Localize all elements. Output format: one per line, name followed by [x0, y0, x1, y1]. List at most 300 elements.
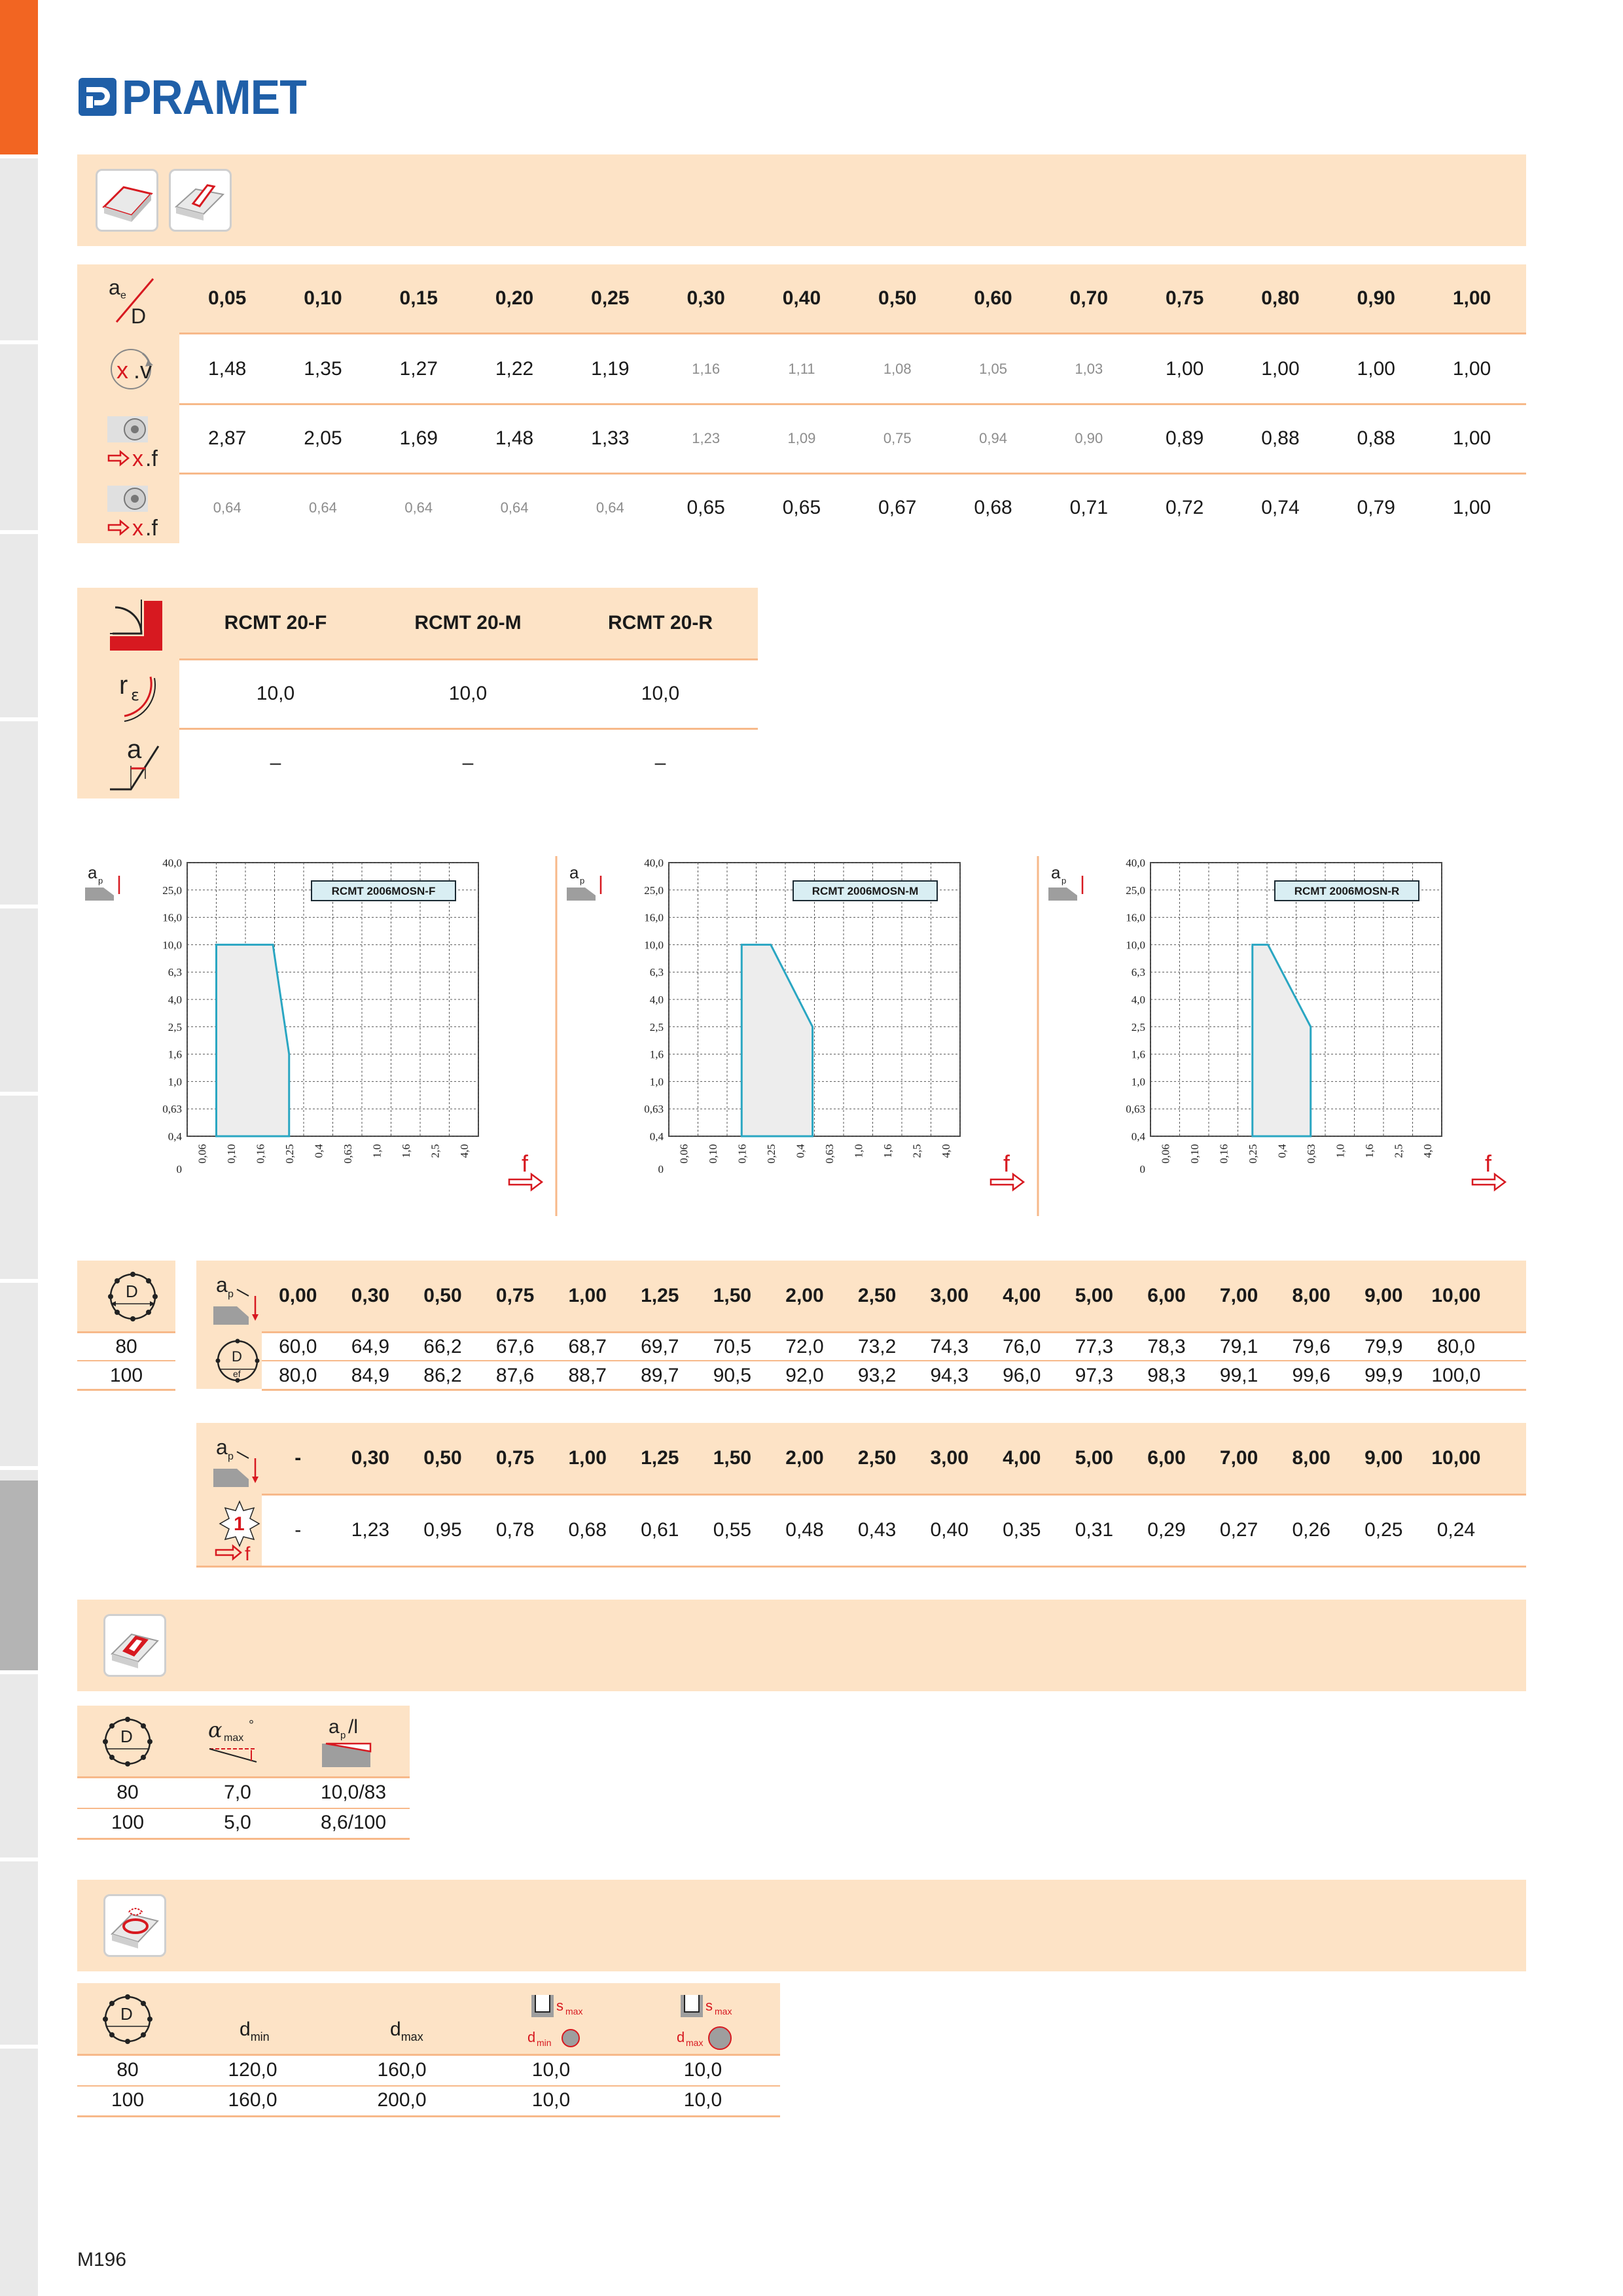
chart-y-tick-label: 10,0 [162, 939, 182, 952]
chart-y-tick-label: 0,4 [1131, 1130, 1145, 1143]
coefficient-value: 0,68 [974, 497, 1012, 518]
chart-y-tick-label: 0,63 [644, 1103, 664, 1116]
effective-diameter-value: 99,6 [1292, 1365, 1330, 1386]
svg-text:D: D [131, 304, 147, 327]
ae-d-column-header: 0,90 [1357, 287, 1395, 309]
chart-x-tick-label: 1,6 [399, 1144, 412, 1158]
coefficient-value: 2,05 [304, 427, 342, 449]
ramping-value: 100 [111, 1812, 145, 1833]
svg-text:.f: .f [145, 446, 158, 469]
feed-per-tooth-icon [213, 1499, 266, 1562]
effective-diameter-value: 89,7 [641, 1365, 679, 1386]
effective-diameter-value: 84,9 [351, 1365, 390, 1386]
side-tab-divider [0, 1279, 38, 1283]
ap-column-header: 0,50 [423, 1447, 462, 1469]
ramp-depth-length-icon [318, 1713, 397, 1772]
corner-radius-profile-icon [105, 594, 168, 653]
feed-factor-value: 0,68 [568, 1519, 607, 1541]
coefficient-value: 0,67 [878, 497, 917, 518]
chart-x-tick-label: 4,0 [457, 1144, 471, 1158]
ae-d-column-header: 0,60 [974, 287, 1012, 309]
chart-x-tick-label: 0,25 [283, 1144, 296, 1164]
svg-text:ef: ef [233, 1369, 241, 1379]
feed-factor-value: 0,55 [713, 1519, 752, 1541]
svg-text:x: x [132, 446, 143, 469]
insert-type-header: RCMT 20-M [414, 612, 522, 634]
effective-diameter-value: 74,3 [930, 1336, 969, 1357]
ramping-value: 7,0 [224, 1782, 251, 1803]
ap-column-header: 0,30 [351, 1447, 390, 1469]
chart-x-tick-label: 0,16 [1217, 1144, 1230, 1164]
chart-x-tick-label: 1,0 [370, 1144, 383, 1158]
ae-d-column-header: 0,05 [207, 287, 247, 309]
ramping-value: 8,6/100 [320, 1812, 387, 1833]
effective-diameter-value: 80,0 [279, 1365, 317, 1386]
coefficient-value: 0,79 [1357, 497, 1395, 518]
coefficient-value: 0,72 [1165, 497, 1204, 518]
chart-y-tick-label: 1,0 [168, 1075, 182, 1088]
chart-y-tick-label: 40,0 [162, 857, 182, 869]
chart-title: RCMT 2006MOSN-F [331, 885, 436, 897]
chart-x-tick-label: 2,5 [429, 1144, 442, 1158]
ae-d-column-header: 0,10 [304, 287, 342, 309]
dmax-header: $d_{max}$ [390, 2018, 423, 2043]
effective-diameter-value: 87,6 [495, 1365, 535, 1386]
ap-column-header: 1,00 [568, 1285, 607, 1306]
side-tab-active [0, 0, 38, 154]
ap-column-header: 1,50 [713, 1447, 752, 1469]
svg-text:d: d [677, 2029, 685, 2045]
shoulder-milling-icon [169, 169, 232, 232]
corner-radius-icon [105, 665, 168, 724]
helical-value: 160,0 [228, 2089, 277, 2111]
coefficient-value: 1,09 [787, 430, 816, 446]
chart-x-tick-label: 0,16 [254, 1144, 267, 1164]
section-band-helical [77, 1880, 1526, 1971]
coefficient-value: 1,08 [883, 361, 912, 377]
helical-value: 120,0 [228, 2059, 277, 2081]
ae-d-column-header: 0,50 [878, 287, 917, 309]
ap-icon-sub: p [98, 876, 103, 886]
chart-x-tick-label: 0,06 [1159, 1144, 1172, 1164]
svg-text:D: D [120, 1727, 133, 1746]
ae-d-column-header: 0,25 [591, 287, 630, 309]
row-divider [77, 2115, 780, 2117]
ap-column-header: 7,00 [1219, 1447, 1258, 1469]
geometry-value: 10,0 [448, 683, 488, 704]
ap-column-header: - [294, 1447, 302, 1469]
ap-column-header: 10,00 [1431, 1447, 1481, 1469]
chart-y-tick-label: 16,0 [162, 911, 182, 924]
row-divider [77, 1838, 410, 1840]
feed-axis-label: f [521, 1150, 529, 1177]
ae-d-column-header: 0,75 [1165, 287, 1204, 309]
pramet-logo [77, 69, 322, 124]
effective-diameter-value: 94,3 [930, 1365, 969, 1386]
effective-diameter-value: 96,0 [1003, 1365, 1041, 1386]
diameter-icon-3 [98, 1990, 157, 2049]
ap-column-header: 0,75 [495, 1447, 535, 1469]
chart-x-tick-label: 0,4 [1275, 1144, 1289, 1158]
svg-text:x: x [116, 357, 128, 384]
feed-axis-label: f [1003, 1150, 1010, 1177]
helical-value: 200,0 [377, 2089, 427, 2111]
geometry-value: 10,0 [256, 683, 295, 704]
svg-text:a: a [127, 735, 142, 764]
chart-x-tick-label: 0,16 [736, 1144, 749, 1164]
svg-text:D: D [232, 1348, 242, 1365]
helical-value: 160,0 [377, 2059, 427, 2081]
ramp-angle-icon [203, 1713, 275, 1772]
svg-text:1: 1 [234, 1513, 245, 1535]
coefficient-value: 1,48 [495, 427, 534, 449]
effective-diameter-value: 79,9 [1364, 1336, 1403, 1357]
chart-x-tick-label: 1,0 [852, 1144, 865, 1158]
row-divider [77, 1360, 175, 1361]
ap-column-header: 9,00 [1364, 1447, 1403, 1469]
pramet-logo-icon [77, 77, 118, 117]
chart-y-tick-label: 2,5 [168, 1020, 182, 1033]
chart-y-tick-label: 16,0 [644, 911, 664, 924]
chart-y-tick-label: 1,0 [649, 1075, 664, 1088]
insert-type-header: RCMT 20-F [224, 612, 327, 634]
diameter-icon [103, 1267, 162, 1326]
effective-diameter-value: 90,5 [713, 1365, 752, 1386]
coefficient-value: 1,05 [979, 361, 1007, 377]
ap-icon-label: a [569, 863, 579, 882]
side-tab-divider [0, 1092, 38, 1096]
coefficient-value: 0,64 [596, 499, 624, 516]
ap-column-header: 2,00 [785, 1447, 824, 1469]
ap-column-header: 1,25 [641, 1447, 679, 1469]
svg-text:p: p [228, 1451, 234, 1462]
chart-x-tick-label: 0,10 [706, 1144, 719, 1164]
feed-factor-value: 0,26 [1292, 1519, 1330, 1541]
svg-text:max: max [224, 1732, 244, 1744]
coefficient-value: 0,88 [1357, 427, 1395, 449]
effective-diameter-value: 100,0 [1431, 1365, 1481, 1386]
chart-y-tick-label: 1,6 [1131, 1048, 1145, 1061]
insert-geometry-table [77, 588, 758, 797]
svg-text:max: max [565, 2006, 583, 2017]
coefficient-value: 1,00 [1261, 358, 1300, 380]
chart-y-tick-label: 2,5 [1131, 1020, 1145, 1033]
svg-text:a: a [109, 276, 120, 299]
chart-x-tick-label: 0,06 [196, 1144, 209, 1164]
effective-diameter-value: 93,2 [857, 1365, 897, 1386]
svg-text:ε: ε [131, 686, 139, 704]
chart-y-tick-label: 16,0 [1126, 911, 1145, 924]
ramping-icon [103, 1614, 166, 1677]
ramping-value: 5,0 [224, 1812, 251, 1833]
svg-text:s: s [556, 1998, 563, 2014]
coefficient-value: 1,69 [399, 427, 438, 449]
chart-x-tick-label: 0,4 [312, 1144, 325, 1158]
svg-text:f: f [245, 1543, 251, 1562]
coefficient-value: 1,27 [399, 358, 438, 380]
row-divider [262, 1389, 1526, 1391]
effective-diameter-value: 88,7 [568, 1365, 607, 1386]
coefficient-value: 0,65 [782, 497, 821, 518]
chart-y-tick-label: 40,0 [644, 857, 664, 869]
side-tab-divider [0, 2045, 38, 2049]
chart-x-tick-label: 4,0 [1421, 1144, 1434, 1158]
chart-y-tick-label: 25,0 [1126, 884, 1145, 897]
chart-y-tick-label: 0,63 [162, 1103, 182, 1116]
ae-d-column-header: 0,20 [495, 287, 534, 309]
chart-x-tick-label: 0,25 [1246, 1144, 1259, 1164]
ap-column-header: 0,50 [423, 1285, 462, 1306]
section-band-turning [77, 154, 1526, 246]
feed-depth-chart [1041, 850, 1525, 1216]
depth-of-cut-icon [211, 1270, 263, 1326]
ap-column-header: 4,00 [1003, 1447, 1041, 1469]
svg-text:max: max [715, 2006, 732, 2017]
ap-column-header: 2,50 [857, 1447, 897, 1469]
effective-diameter-value: 98,3 [1147, 1365, 1186, 1386]
feed-factor-value: 0,24 [1436, 1519, 1476, 1541]
svg-text:p: p [228, 1289, 234, 1300]
ap-column-header: 2,50 [857, 1285, 897, 1306]
dmin-header: $d_{min}$ [240, 2018, 270, 2043]
page-number: M196 [77, 2249, 127, 2270]
effective-diameter-value: 60,0 [279, 1336, 317, 1357]
chart-x-tick-label: 1,0 [1334, 1144, 1347, 1158]
chart-title: RCMT 2006MOSN-M [812, 885, 919, 897]
ramping-table [77, 1706, 410, 1843]
effective-diameter-value: 99,9 [1364, 1365, 1403, 1386]
feed-axis-label: f [1484, 1150, 1492, 1177]
ae-d-column-header: 1,00 [1452, 287, 1491, 309]
smax-dmax-icon [674, 1992, 746, 2050]
ap-column-header: 1,50 [713, 1285, 752, 1306]
coefficient-value: 1,00 [1452, 497, 1491, 518]
effective-diameter-value: 97,3 [1075, 1365, 1114, 1386]
chart-x-tick-label: 0,10 [224, 1144, 238, 1164]
ap-column-header: 9,00 [1364, 1285, 1403, 1306]
coefficient-value: 0,75 [883, 430, 912, 446]
effective-diameter-value: 70,5 [713, 1336, 752, 1357]
svg-text:s: s [705, 1998, 713, 2014]
svg-text:D: D [126, 1282, 138, 1301]
chart-y-tick-label: 0,4 [649, 1130, 664, 1143]
chart-y-tick-label: 25,0 [644, 884, 664, 897]
ae-d-column-header: 0,40 [782, 287, 821, 309]
speed-coefficient-icon [105, 342, 168, 397]
chart-y-tick-label: 6,3 [168, 966, 182, 979]
svg-text:max: max [686, 2037, 704, 2048]
effective-diameter-value: 79,1 [1219, 1336, 1258, 1357]
ap-column-header: 3,00 [930, 1285, 969, 1306]
ap-column-header: 5,00 [1075, 1447, 1114, 1469]
chart-y-tick-label: 4,0 [1131, 994, 1145, 1006]
feed-factor-value: 0,95 [423, 1519, 462, 1541]
chart-y-tick-label: 6,3 [1131, 966, 1145, 979]
side-tab-section [0, 1480, 38, 1670]
svg-text:a: a [216, 1435, 228, 1459]
effective-diameter-table [77, 1261, 1526, 1571]
row-divider [196, 1566, 1526, 1568]
chart-y-tick-label: 10,0 [1126, 939, 1145, 952]
smax-dmin-icon [525, 1992, 597, 2050]
effective-diameter-value: 92,0 [785, 1365, 824, 1386]
insert-type-header: RCMT 20-R [607, 612, 713, 634]
helical-value: 10,0 [531, 2089, 571, 2111]
helical-value: 10,0 [683, 2059, 722, 2081]
chart-y-tick-label: 0 [1139, 1163, 1145, 1175]
ae-d-column-header: 0,70 [1069, 287, 1109, 309]
coefficient-value: 1,23 [692, 430, 721, 446]
coefficient-value: 1,19 [591, 358, 630, 380]
coefficient-value: 1,16 [692, 361, 721, 377]
helical-value: 10,0 [683, 2089, 722, 2111]
geometry-value: – [270, 752, 281, 774]
coefficient-value: 1,48 [207, 358, 247, 380]
effective-diameter-value: 69,7 [641, 1336, 679, 1357]
coefficient-value: 2,87 [207, 427, 247, 449]
svg-text:min: min [537, 2037, 552, 2048]
feed-factor-value: 0,40 [930, 1519, 969, 1541]
chart-y-tick-label: 40,0 [1126, 857, 1145, 869]
chart-x-tick-label: 0,63 [1304, 1144, 1317, 1164]
svg-text:d: d [527, 2029, 536, 2045]
helical-table [77, 1983, 780, 2121]
feed-depth-charts [77, 850, 1526, 1216]
coefficient-value: 1,35 [304, 358, 342, 380]
face-milling-icon [96, 169, 158, 232]
chart-y-tick-label: 1,6 [168, 1048, 182, 1061]
row-divider [77, 1389, 175, 1391]
effective-diameter-value: 64,9 [351, 1336, 390, 1357]
effective-diameter-value: 77,3 [1075, 1336, 1114, 1357]
feed-factor-value: 0,29 [1147, 1519, 1186, 1541]
ae-d-column-header: 0,30 [687, 287, 725, 309]
chart-y-tick-label: 0,4 [168, 1130, 182, 1143]
svg-text:α: α [208, 1717, 223, 1742]
chart-y-tick-label: 0,63 [1126, 1103, 1145, 1116]
ap-column-header: 10,00 [1431, 1285, 1481, 1306]
ap-column-header: 3,00 [930, 1447, 969, 1469]
ap-column-header: 0,30 [351, 1285, 390, 1306]
chart-x-tick-label: 4,0 [939, 1144, 952, 1158]
chamfer-width-icon [105, 733, 168, 792]
chart-x-tick-label: 2,5 [910, 1144, 923, 1158]
side-tab-divider [0, 340, 38, 344]
feed-factor-value: 0,25 [1364, 1519, 1403, 1541]
feed-factor-value: 0,27 [1219, 1519, 1258, 1541]
chart-y-tick-label: 10,0 [644, 939, 664, 952]
feed-factor-value: 0,78 [495, 1519, 535, 1541]
effective-diameter-value: 72,0 [785, 1336, 824, 1357]
side-tab-divider [0, 1670, 38, 1674]
svg-text:a: a [329, 1716, 340, 1738]
side-tab-divider [0, 1857, 38, 1861]
svg-text:D: D [120, 2004, 133, 2024]
coefficient-value: 1,00 [1165, 358, 1204, 380]
chart-x-tick-label: 0,25 [764, 1144, 777, 1164]
coefficient-value: 0,74 [1261, 497, 1300, 518]
ap-column-header: 8,00 [1292, 1447, 1330, 1469]
coefficient-value: 0,89 [1165, 427, 1204, 449]
ap-column-header: 0,75 [495, 1285, 535, 1306]
chart-y-tick-label: 4,0 [168, 994, 182, 1006]
feed-factor-value: - [294, 1519, 302, 1541]
chart-y-tick-label: 1,6 [649, 1048, 664, 1061]
effective-diameter-value: 79,6 [1292, 1336, 1330, 1357]
effective-diameter-value: 73,2 [857, 1336, 897, 1357]
coefficient-value: 1,00 [1357, 358, 1395, 380]
svg-text:e: e [120, 290, 126, 301]
coefficient-value: 0,64 [404, 499, 433, 516]
feed-factor-value: 0,35 [1003, 1519, 1041, 1541]
chart-x-tick-label: 0,4 [794, 1144, 807, 1158]
chart-y-tick-label: 6,3 [649, 966, 664, 979]
coefficient-value: 0,90 [1075, 430, 1103, 446]
ap-column-header: 6,00 [1147, 1447, 1186, 1469]
ae-over-d-icon [103, 272, 162, 327]
chart-x-tick-label: 0,63 [823, 1144, 836, 1164]
feed-depth-chart [559, 850, 1043, 1216]
svg-text:a: a [216, 1273, 228, 1297]
side-strip [0, 0, 38, 2296]
geometry-value: – [462, 752, 474, 774]
svg-text:r: r [119, 671, 128, 700]
feed-factor-value: 0,48 [785, 1519, 824, 1541]
feed-factor-value: 0,61 [641, 1519, 679, 1541]
diameter-value: 80 [115, 1336, 137, 1357]
effective-diameter-value: 66,2 [423, 1336, 462, 1357]
row-divider [262, 1360, 1526, 1361]
side-tab-divider [0, 154, 38, 158]
helical-value: 100 [111, 2089, 145, 2111]
ap-column-header: 6,00 [1147, 1285, 1186, 1306]
feed-factor-value: 0,43 [857, 1519, 897, 1541]
ap-icon-label: a [88, 863, 98, 882]
side-tab-divider [0, 530, 38, 534]
chart-y-tick-label: 4,0 [649, 994, 664, 1006]
svg-text:x: x [132, 516, 143, 538]
ramping-value: 80 [116, 1782, 139, 1803]
coefficient-value: 1,33 [591, 427, 630, 449]
chart-y-tick-label: 0 [658, 1163, 664, 1175]
side-tab-divider [0, 905, 38, 908]
section-band-ramping [77, 1600, 1526, 1691]
ap-icon-sub: p [580, 876, 585, 886]
chart-y-tick-label: 0 [176, 1163, 182, 1175]
ap-icon-sub: p [1061, 876, 1067, 886]
brand-name: PRAMET [122, 69, 306, 124]
coefficient-value: 0,71 [1069, 497, 1109, 518]
side-tab-divider [0, 1466, 38, 1470]
chart-title: RCMT 2006MOSN-R [1294, 885, 1400, 897]
ap-column-header: 5,00 [1075, 1285, 1114, 1306]
effective-diameter-value: 86,2 [423, 1365, 462, 1386]
geometry-value: 10,0 [641, 683, 680, 704]
chart-y-tick-label: 1,0 [1131, 1075, 1145, 1088]
ap-column-header: 1,00 [568, 1447, 607, 1469]
feed-depth-chart [77, 850, 562, 1216]
coefficient-value: 0,88 [1261, 427, 1300, 449]
ramping-value: 10,0/83 [320, 1782, 387, 1803]
svg-text:°: ° [249, 1718, 254, 1732]
ap-column-header: 1,25 [641, 1285, 679, 1306]
effective-diameter-value: 99,1 [1219, 1365, 1258, 1386]
coefficient-value: 1,22 [495, 358, 534, 380]
ap-column-header: 7,00 [1219, 1285, 1258, 1306]
feed-factor-value: 1,23 [351, 1519, 390, 1541]
chart-x-tick-label: 2,5 [1392, 1144, 1405, 1158]
helical-value: 80 [116, 2059, 139, 2081]
